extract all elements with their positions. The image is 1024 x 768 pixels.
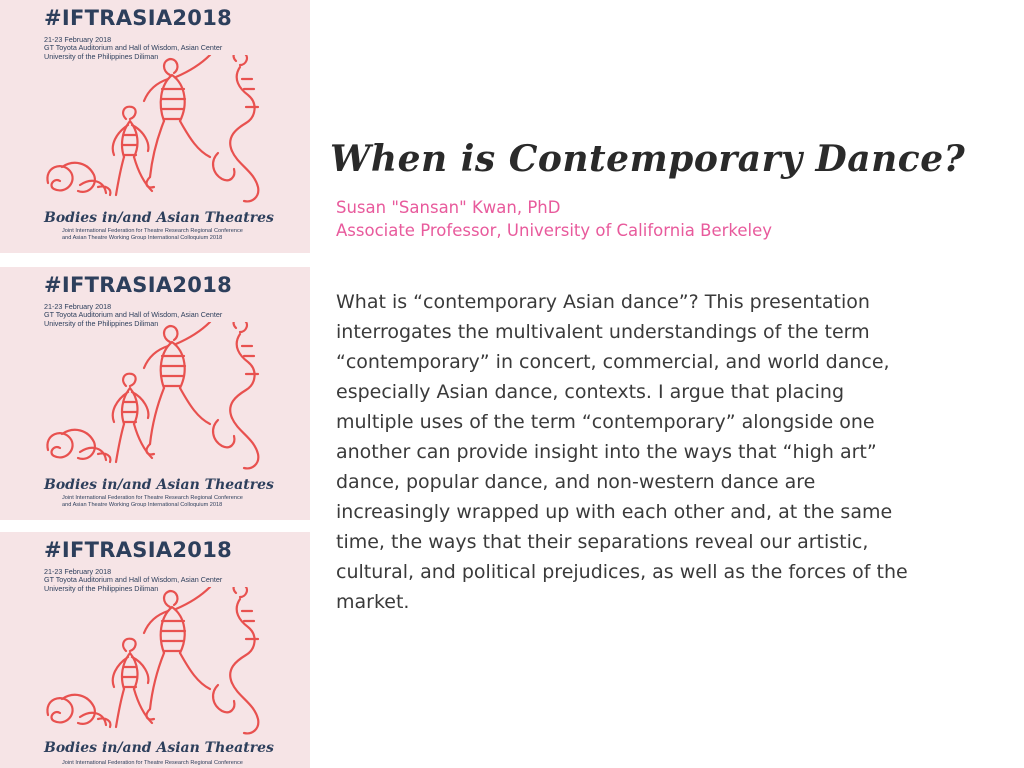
poster-venue: GT Toyota Auditorium and Hall of Wisdom, Asian Center xyxy=(44,575,223,585)
poster-date: 21-23 February 2018 xyxy=(44,35,112,44)
poster-hashtag: #IFTRASIA2018 xyxy=(44,538,233,562)
poster-university: University of the Philippines Diliman xyxy=(44,51,159,61)
poster-brand: Bodies in/and Asian Theatres xyxy=(44,210,274,226)
poster-university: University of the Philippines Diliman xyxy=(44,583,159,593)
abstract-text: What is “contemporary Asian dance”? This presentation interrogates the multivalent understandings of the term “contemporary” in concert, commercial, and world dance, especially Asian dance, contexts. I argue that placing multiple uses of the term “contemporary” alongside one another can provide insight into the ways that “high art” dance, popular dance, and non-western dance are increasingly wrapped up with each other and, at the same time, the ways that their separations reveal our artistic, cultural, and political prejudices, as well as the forces of the market. xyxy=(336,291,908,613)
conference-poster xyxy=(0,267,310,520)
conference-poster xyxy=(0,0,310,253)
poster-venue: GT Toyota Auditorium and Hall of Wisdom, Asian Center xyxy=(44,310,223,320)
dancing-figures-icon xyxy=(40,318,280,472)
poster-brand: Bodies in/and Asian Theatres xyxy=(44,477,274,493)
poster-university: University of the Philippines Diliman xyxy=(44,318,159,328)
poster-brand: Bodies in/and Asian Theatres xyxy=(44,740,274,756)
poster-note xyxy=(62,495,243,508)
poster-note-line-1: Joint International Federation for Theatre Research Regional Conference xyxy=(62,495,243,501)
poster-note-line-2: and Asian Theatre Working Group International Colloquium 2018 xyxy=(62,234,223,241)
poster-date: 21-23 February 2018 xyxy=(44,567,112,576)
poster-date: 21-23 February 2018 xyxy=(44,302,112,311)
poster-note xyxy=(62,228,243,241)
dancing-figures-icon xyxy=(40,51,280,205)
poster-venue: GT Toyota Auditorium and Hall of Wisdom, Asian Center xyxy=(44,43,223,53)
poster-column xyxy=(0,0,310,768)
poster-hashtag: #IFTRASIA2018 xyxy=(44,273,233,297)
poster-note-line-1: Joint International Federation for Theatre Research Regional Conference xyxy=(62,760,243,766)
dancing-figures-icon xyxy=(40,583,280,737)
speaker-block xyxy=(336,196,772,242)
poster-note-line-2: and Asian Theatre Working Group International Colloquium 2018 xyxy=(62,501,223,508)
conference-poster xyxy=(0,532,310,768)
talk-title: When is Contemporary Dance? xyxy=(330,138,966,180)
poster-note-line-1: Joint International Federation for Theatre Research Regional Conference xyxy=(62,228,243,234)
poster-hashtag: #IFTRASIA2018 xyxy=(44,6,233,30)
speaker-role: Associate Professor, University of California Berkeley xyxy=(336,221,773,240)
speaker-name: Susan "Sansan" Kwan, PhD xyxy=(336,198,561,217)
